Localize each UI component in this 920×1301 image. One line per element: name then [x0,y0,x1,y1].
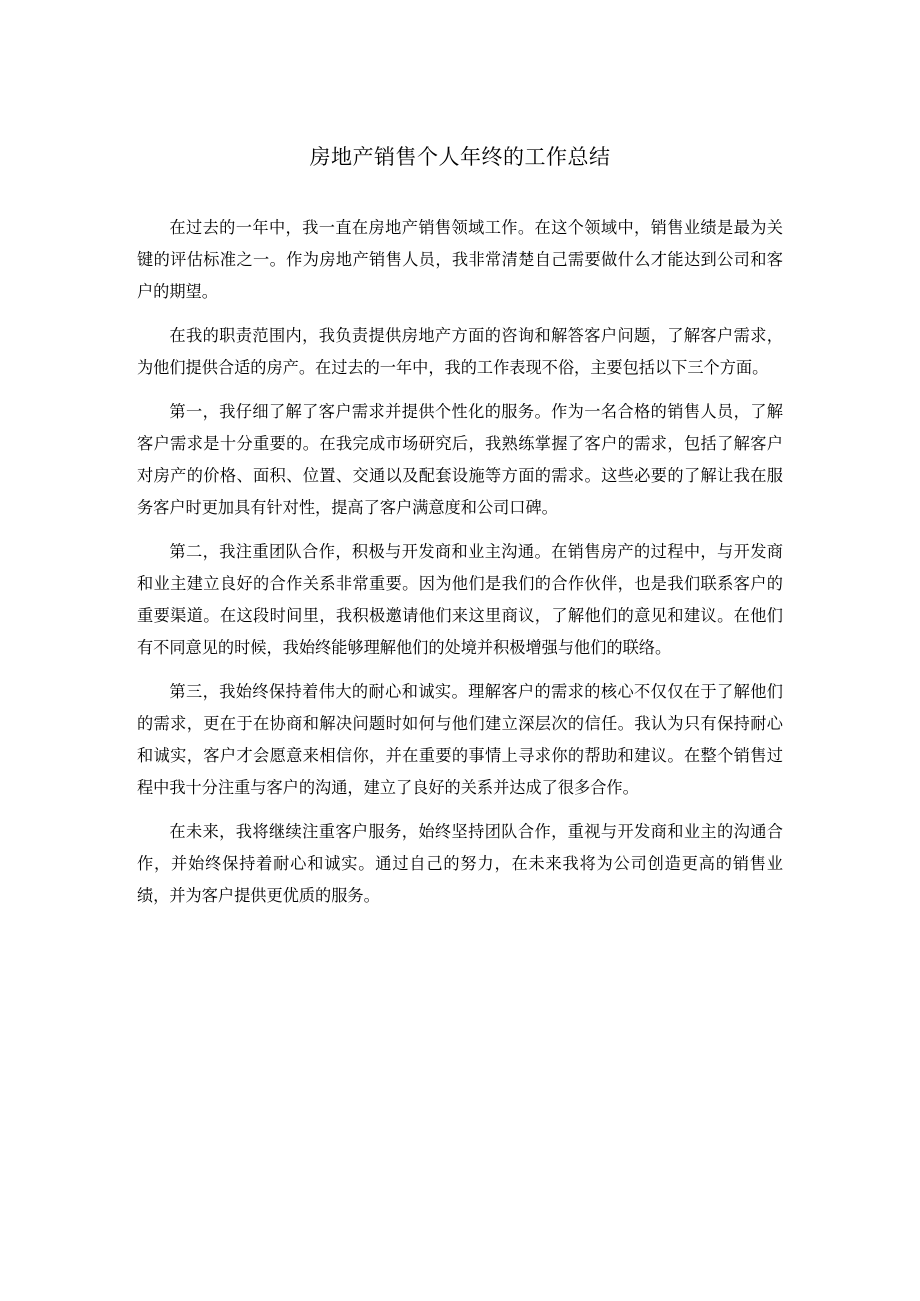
document-body [137,212,783,924]
paragraph-responsibilities: 在我的职责范围内，我负责提供房地产方面的咨询和解答客户问题，了解客户需求，为他们提供合适的房产。在过去的一年中，我的工作表现不俗，主要包括以下三个方面。 [137,326,783,377]
paragraph-intro: 在过去的一年中，我一直在房地产销售领域工作。在这个领域中，销售业绩是最为关键的评估标准之一。作为房地产销售人员，我非常清楚自己需要做什么才能达到公司和客户的期望。 [137,218,783,301]
paragraph-point-one: 第一，我仔细了解了客户需求并提供个性化的服务。作为一名合格的销售人员，了解客户需求是十分重要的。在我完成市场研究后，我熟练掌握了客户的需求，包括了解客户对房产的价格、面积、位置、交通以及配套设施等方面的需求。这些必要的了解让我在服务客户时更加具有针对性，提高了客户满意度和公司口碑。 [137,402,783,517]
paragraph-point-three: 第三，我始终保持着伟大的耐心和诚实。理解客户的需求的核心不仅仅在于了解他们的需求，更在于在协商和解决问题时如何与他们建立深层次的信任。我认为只有保持耐心和诚实，客户才会愿意来相信你，并在重要的事情上寻求你的帮助和建议。在整个销售过程中我十分注重与客户的沟通，建立了良好的关系并达成了很多合作。 [137,682,783,797]
paragraph-future: 在未来，我将继续注重客户服务，始终坚持团队合作，重视与开发商和业主的沟通合作，并始终保持着耐心和诚实。通过自己的努力，在未来我将为公司创造更高的销售业绩，并为客户提供更优质的服务。 [137,822,783,905]
paragraph-point-two: 第二，我注重团队合作，积极与开发商和业主沟通。在销售房产的过程中，与开发商和业主建立良好的合作关系非常重要。因为他们是我们的合作伙伴，也是我们联系客户的重要渠道。在这段时间里，我积极邀请他们来这里商议，了解他们的意见和建议。在他们有不同意见的时候，我始终能够理解他们的处境并积极增强与他们的联络。 [137,542,783,657]
document-title: 房地产销售个人年终的工作总结 [309,145,611,169]
